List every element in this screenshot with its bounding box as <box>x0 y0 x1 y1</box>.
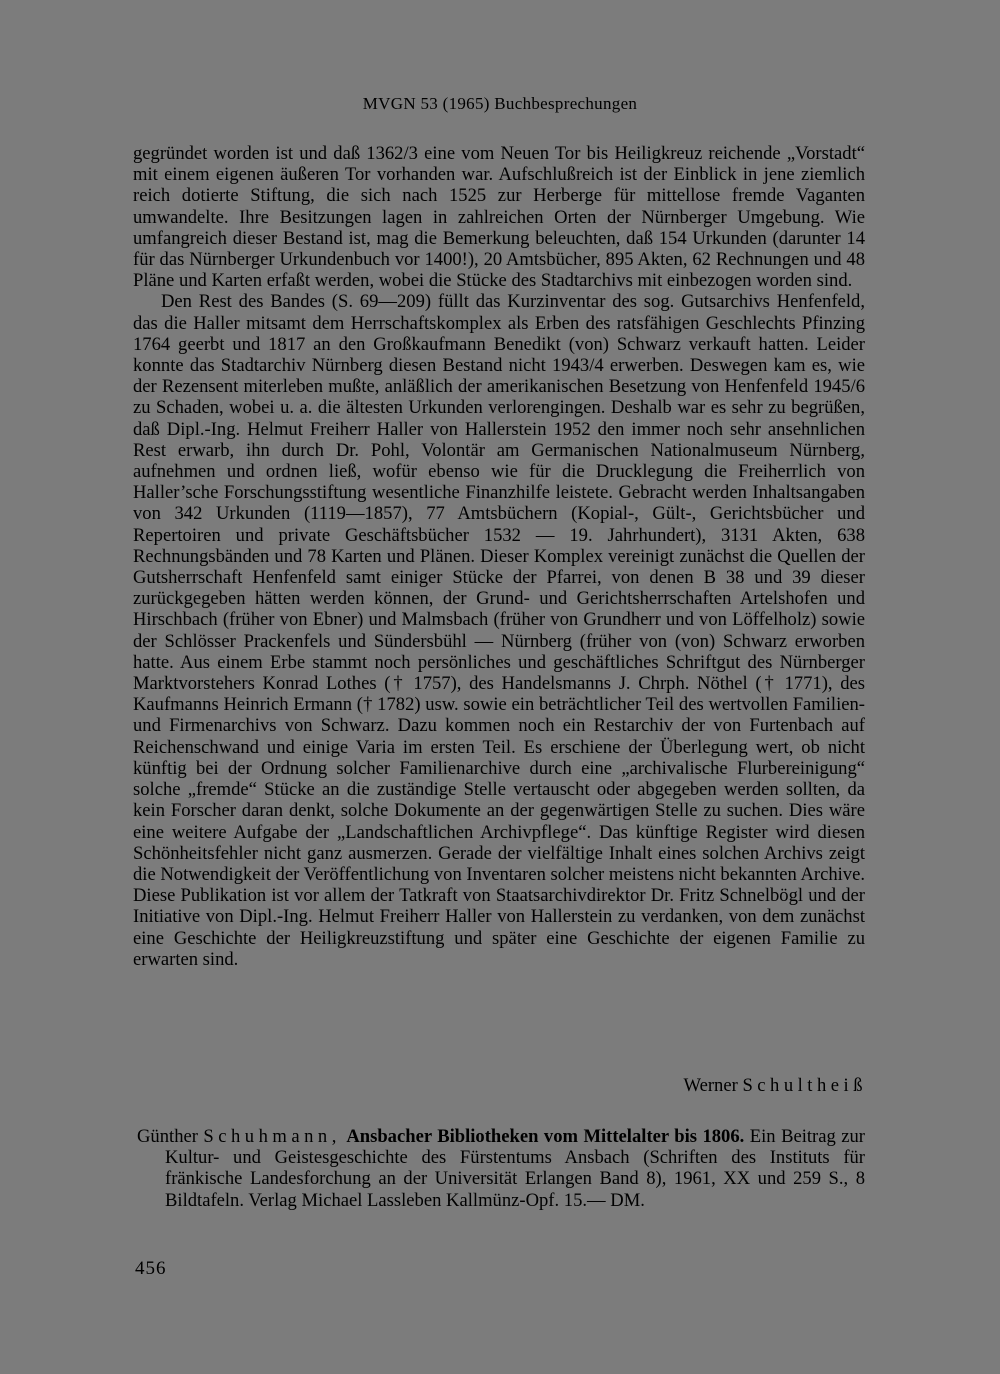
paragraph-2: Den Rest des Bandes (S. 69—209) füllt das Kurzinventar des sog. Gutsarchivs Henfenfeld, das die Haller mitsamt dem Herrschaftskomplex als Erben des ratsfähigen Geschlechts Pfinzing 1764 geerbt und 1817 an den Großkaufmann Benedikt (von) Schwarz verkauft hatten. Leider konnte das Stadtarchiv Nürnberg diesen Bestand nicht 1943/4 erwerben. Deswegen kam es, wie der Rezensent miterleben mußte, anläßlich der amerikanischen Besetzung von Henfenfeld 1945/6 zu Schaden, wobei u. a. die ältesten Urkunden verlorengingen. Deshalb war es sehr zu begrüßen, daß Dipl.-Ing. Helmut Freiherr Haller von Hallerstein 1952 den immer noch sehr ansehnlichen Rest erwarb, ihn durch Dr. Pohl, Volontär am Germanischen Nationalmuseum Nürnberg, aufnehmen und ordnen ließ, wofür ebenso wie für die Drucklegung die Freiherrlich von Haller’sche Forschungsstiftung wesentliche Finanzhilfe leistete. Gebracht werden Inhaltsangaben von 342 Urkunden (1119—1857), 77 Amtsbüchern (Kopial-, Gült-, Gerichtsbücher und Repertoiren und private Geschäftsbücher 1532 — 19. Jahrhundert), 3131 Akten, 638 Rechnungsbänden und 78 Karten und Plänen. Dieser Komplex vereinigt zunächst die Quellen der Gutsherrschaft Henfenfeld samt einiger Stücke der Pfarrei, von denen B 38 und 39 dieser zurückgegeben hätten werden können, der Grund- und Gerichtsherrschaften Artelshofen und Hirschbach (früher von Ebner) und Malmsbach (früher von Grundherr und von Löffelholz) sowie der Schlösser Prackenfels und Sündersbühl — Nürnberg (früher von (von) Schwarz erworben hatte. Aus einem Erbe stammt noch persönliches und geschäftliches Schriftgut des Nürnberger Marktvorstehers Konrad Lothes († 1757), des Handelsmanns J. Chrph. Nöthel († 1771), des Kaufmanns Heinrich Ermann († 1782) usw. sowie ein beträchtlicher Teil des wertvollen Familien- und Firmenarchivs von Schwarz. Dazu kommen noch ein Restarchiv der von Furtenbach auf Reichenschwand und einige Varia im ersten Teil. Es erschiene der Überlegung wert, ob nicht künftig bei der Ordnung solcher Familienarchive durch eine „archivalische Flurbereinigung“ solche „fremde“ Stücke an die zuständige Stelle vertauscht oder abgegeben werden sollten, da kein Forscher daran denkt, solche Dokumente an der gegenwärtigen Stelle zu suchen. Dies wäre eine weitere Aufgabe der „Landschaftlichen Archivpflege“. Das künftige Register wird diesen Schönheitsfehler nicht ganz ausmerzen. Gerade der vielfältige Inhalt eines solchen Archivs zeigt die Notwendigkeit der Veröffentlichung von Inventaren solcher meistens nicht bekannten Archive. Diese Publikation ist vor allem der Tatkraft von Staatsarchivdirektor Dr. Fritz Schnelbögl und der Initiative von Dipl.-Ing. Helmut Freiherr Haller von Hallerstein zu verdanken, von dem zunächst eine Geschichte der Heiligkreuzstiftung und später eine Geschichte der eigenen Familie zu erwarten sind. <box>133 291 866 970</box>
book-details: Ein Beitrag zur Kultur- und Geistesgeschichte des Fürstentums Ansbach (Schriften des Instituts für fränkische Landesforchung an der Universität Erlangen Band 8), 1961, XX und 259 S., 8 Bildtafeln. Verlag Michael Lassleben Kallmünz-Opf. 15.— DM. <box>165 1126 865 1211</box>
reviewer-last-name: Schultheiß <box>742 1075 867 1096</box>
page-number: 456 <box>135 1258 167 1279</box>
author-last-name: Schuhmann, <box>203 1126 341 1147</box>
book-title: Ansbacher Bibliotheken vom Mittelalter bis 1806. <box>346 1126 745 1147</box>
paragraph-1: gegründet worden ist und daß 1362/3 eine vom Neuen Tor bis Heiligkreuz reichende „Vorstadt“ mit einem eigenen äußeren Tor vorhanden war. Aufschlußreich ist der Einblick in jene ziemlich reich dotierte Stiftung, die sich nach 1525 zur Herberge für mittellose fremde Vaganten umwandelte. Ihre Besitzungen lagen in zahlreichen Orten der Nürnberger Umgebung. Wie umfangreich dieser Bestand ist, mag die Bemerkung beleuchten, daß 154 Urkunden (darunter 14 für das Nürnberger Urkundenbuch vor 1400!), 20 Amtsbücher, 895 Akten, 62 Rechnungen und 48 Pläne und Karten erfaßt werden, wobei die Stücke des Stadtarchivs mit einbezogen worden sind. <box>133 143 865 292</box>
running-header: MVGN 53 (1965) Buchbesprechungen <box>362 94 638 113</box>
review-body <box>133 143 865 970</box>
next-review-citation <box>137 1126 865 1211</box>
reviewer-first-name: Werner <box>683 1075 738 1096</box>
author-first-name: Günther <box>137 1126 198 1147</box>
reviewer-signature <box>684 1075 867 1097</box>
